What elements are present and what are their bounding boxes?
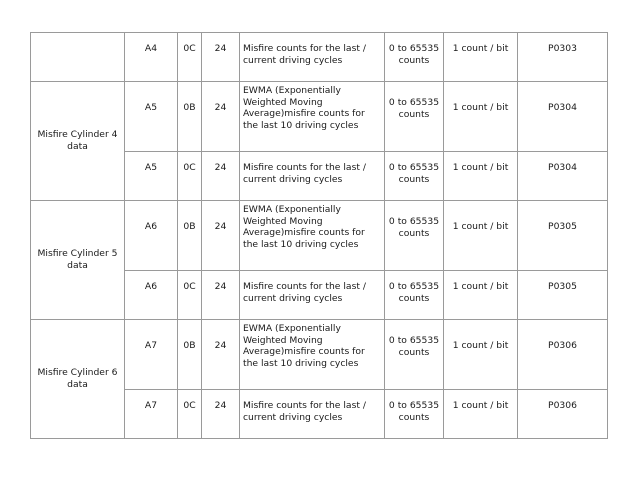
table-row: [31, 33, 608, 82]
dtc-cell: P0306: [518, 390, 608, 439]
pid-cell: A6: [125, 201, 178, 271]
dtc-cell: P0303: [518, 33, 608, 82]
description-cell: EWMA (Exponentially Weighted Moving Average)misfire counts for the last 10 driving cycles: [240, 201, 385, 271]
bits-cell: 24: [202, 201, 240, 271]
bits-cell: 24: [202, 320, 240, 390]
dtc-cell: P0304: [518, 82, 608, 152]
tid-cell: 0B: [178, 320, 202, 390]
tid-cell: 0C: [178, 33, 202, 82]
range-cell: 0 to 65535 counts: [385, 390, 444, 439]
tid-cell: 0C: [178, 390, 202, 439]
table-row: [31, 82, 608, 152]
bits-cell: 24: [202, 33, 240, 82]
table-row: [31, 201, 608, 271]
group-cell: [31, 33, 125, 82]
dtc-cell: P0305: [518, 271, 608, 320]
bits-cell: 24: [202, 82, 240, 152]
bits-cell: 24: [202, 271, 240, 320]
description-cell: EWMA (Exponentially Weighted Moving Average)misfire counts for the last 10 driving cycles: [240, 82, 385, 152]
pid-cell: A7: [125, 320, 178, 390]
tid-cell: 0C: [178, 271, 202, 320]
description-cell: Misfire counts for the last / current driving cycles: [240, 271, 385, 320]
bits-cell: 24: [202, 152, 240, 201]
scaling-cell: 1 count / bit: [444, 201, 518, 271]
bits-cell: 24: [202, 390, 240, 439]
description-cell: Misfire counts for the last / current driving cycles: [240, 390, 385, 439]
scaling-cell: 1 count / bit: [444, 390, 518, 439]
range-cell: 0 to 65535 counts: [385, 33, 444, 82]
tid-cell: 0B: [178, 201, 202, 271]
scaling-cell: 1 count / bit: [444, 320, 518, 390]
dtc-cell: P0306: [518, 320, 608, 390]
pid-cell: A5: [125, 82, 178, 152]
tid-cell: 0B: [178, 82, 202, 152]
group-cell: Misfire Cylinder 6 data: [31, 320, 125, 439]
range-cell: 0 to 65535 counts: [385, 201, 444, 271]
range-cell: 0 to 65535 counts: [385, 271, 444, 320]
group-cell: Misfire Cylinder 4 data: [31, 82, 125, 201]
group-cell: Misfire Cylinder 5 data: [31, 201, 125, 320]
range-cell: 0 to 65535 counts: [385, 152, 444, 201]
tid-cell: 0C: [178, 152, 202, 201]
dtc-cell: P0305: [518, 201, 608, 271]
pid-cell: A7: [125, 390, 178, 439]
scaling-cell: 1 count / bit: [444, 152, 518, 201]
range-cell: 0 to 65535 counts: [385, 82, 444, 152]
pid-cell: A6: [125, 271, 178, 320]
misfire-data-table: [30, 32, 608, 439]
pid-cell: A4: [125, 33, 178, 82]
scaling-cell: 1 count / bit: [444, 82, 518, 152]
description-cell: Misfire counts for the last / current driving cycles: [240, 152, 385, 201]
range-cell: 0 to 65535 counts: [385, 320, 444, 390]
pid-cell: A5: [125, 152, 178, 201]
description-cell: Misfire counts for the last / current driving cycles: [240, 33, 385, 82]
dtc-cell: P0304: [518, 152, 608, 201]
description-cell: EWMA (Exponentially Weighted Moving Average)misfire counts for the last 10 driving cycles: [240, 320, 385, 390]
scaling-cell: 1 count / bit: [444, 271, 518, 320]
scaling-cell: 1 count / bit: [444, 33, 518, 82]
table-row: [31, 320, 608, 390]
